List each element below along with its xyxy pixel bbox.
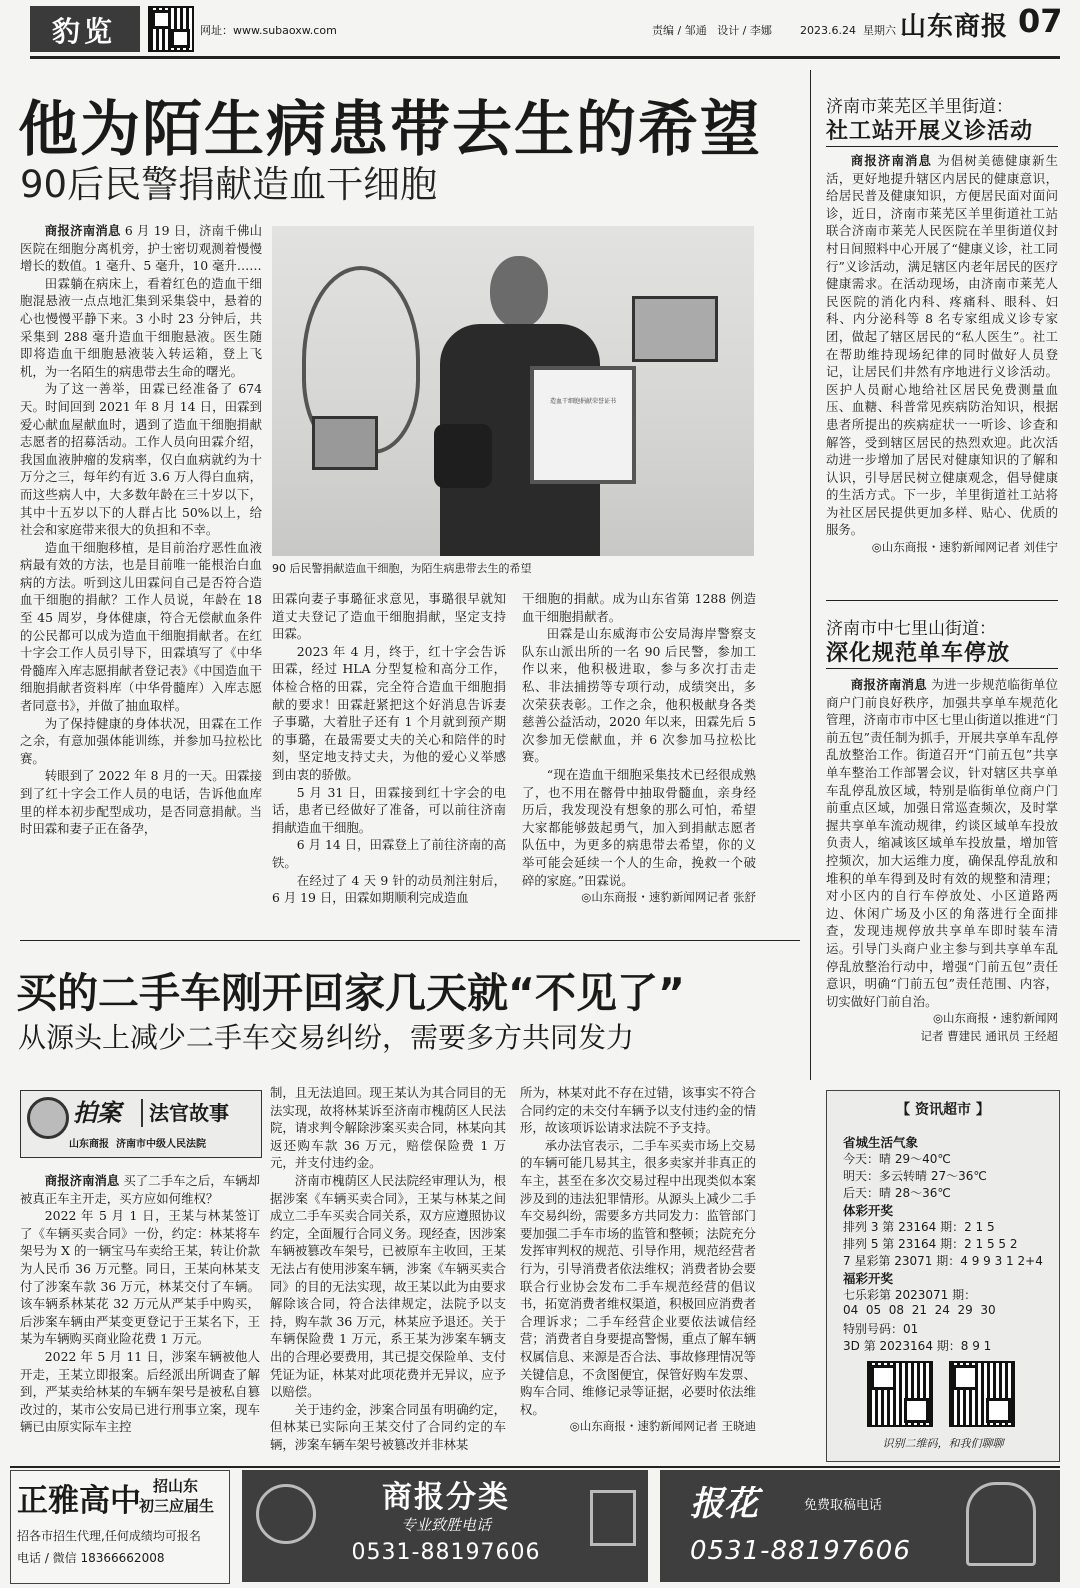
ads-top-rule xyxy=(10,1466,1060,1468)
school-line-1: 招各市招生代理,任何成绩均可报名 xyxy=(17,1529,201,1543)
info-qr-code-1[interactable] xyxy=(867,1361,933,1427)
story1-subhead: 90后民警捐献造血干细胞 xyxy=(20,163,438,206)
side1-body: 商报济南消息 为倡树美德健康新生活，更好地提升辖区内居民的健康意识，给居民普及健康知识，方便居民面对面问诊，近日，济南市莱芜区羊里街道社工站联合济南市莱芜人民医院在羊里街道仪封村日间照料中心开展了“健康义诊，社工同行”义诊活动，满足辖区内老年居民的医疗健康需求。在活动现场，由济南市莱芜人民医院的消化内科、疼痛科、眼科、妇科、内分泌科等 8 名专家组成义诊专家团，做起了辖区居民的“私人医生”。社工在帮助维持现场纪律的同时做好人员登记，让居民们井然有序地进行义诊活动。医护人员耐心地给社区居民免费测量血压、血糖、科普常见疾病防治知识，根据患者所提出的疾病症状一一听诊、诊查和解答，受到辖区居民的热烈欢迎。此次活动进一步增加了居民对健康知识的了解和认识，引导居民树立健康观念，倡导健康的生活方式。下一步，羊里街道社工站将为社区居民提供更加多样、贴心、优质的服务。 ◎山东商报・速豹新闻网记者 刘佳宁 xyxy=(826,152,1058,558)
story2-column-1: 商报济南消息 买了二手车之后，车辆却被真正车主开走，买方应如何维权？ 2022 年 5 月 1 日，王某与林某签订了《车辆买卖合同》一份，约定：林某将车架号为 X 的一辆宝马车卖给王某，转让价款为人民币 36 万元整。同日，王某向林某支付了涉案车款 36 万元，林某交付了车辆。该车辆系林某花 32 万元从严某手中购买，后涉案车辆由严某变更登记于王某名下，王某为车辆购买商业险花费 1 万元。 2022 年 5 月 11 日，涉案车辆被他人开走，王某立即报案。后经派出所调查了解到，严某卖给林某的车辆车架号是被私自篡改过的，某市公安局已进行刑事立案，现车辆已由原实际车主控 xyxy=(20,1173,260,1435)
school-tag-1: 招山东 xyxy=(153,1477,199,1495)
side2-signature: ◎山东商报・速豹新闻网 记者 曹建民 通讯员 王经超 xyxy=(920,1011,1058,1043)
header-qr-code[interactable] xyxy=(148,6,194,52)
side2-kicker: 济南市中七里山街道： xyxy=(826,619,996,639)
story1-signature: ◎山东商报・速豹新闻网记者 张舒 xyxy=(581,890,756,905)
tips-ad[interactable] xyxy=(660,1470,1060,1582)
sports-lottery-3: 7 星彩第 23071 期：4 9 9 3 1 2+4 xyxy=(843,1254,1043,1268)
story1-column-1: 商报济南消息 6 月 19 日，济南千佛山医院在细胞分离机旁，护士密切观测着慢慢增长的数值。1 毫升、5 毫升，10 毫升…… 田霖躺在病床上，看着红色的造血干细胞混悬液一点点地汇集到采集袋中，悬着的心也慢慢平静下来。3 小时 23 分钟后，共采集到 288 毫升造血干细胞悬液。医生随即将造血干细胞悬液装入转运箱，登上飞机，为一名陌生的病患带去生命的曙光。 为了这一善举，田霖已经准备了 674 天。时间回到 2021 年 8 月 14 日，田霖到爱心献血屋献血时，遇到了造血干细胞捐献志愿者的招募活动。工作人员向田霖介绍，我国血液肿瘤的发病率，仅白血病就约为十万分之三，每年约有近 3.6 万人得白血病，而这些病人中，大多数年龄在三十岁以下，其中十五岁以下的人群占比 50%以上，给社会和家庭带来很大的负担和不幸。 造血干细胞移植，是目前治疗恶性血液病最有效的方法，也是目前唯一能根治白血病的方法。听到这儿田霖问自己是否符合造血干细胞的捐献？工作人员说，年龄在 18 至 45 周岁，身体健康，符合无偿献血条件的公民都可以成为造血干细胞捐献者。在红十字会工作人员引导下，田霖填写了《中华骨髓库入库志愿捐献者登记表》《中国造血干细胞捐献者资料库（中华骨髓库）入库志愿者同意书》，并做了抽血取样。 为了保持健康的身体状况，田霖在工作之余，有意加强体能训练，并参加马拉松比赛。 转眼到了 2022 年 8 月的一天。田霖接到了红十字会工作人员的电话，告诉他血库里的样本初步配型成功，是否同意捐献。当时田霖和妻子正在备孕， xyxy=(20,223,262,837)
side1-kicker: 济南市莱芜区羊里街道： xyxy=(826,97,1013,117)
classified-phone[interactable]: 0531-88197606 xyxy=(351,1540,541,1565)
column-divider xyxy=(810,70,811,1080)
weather-today: 今天：晴 29～40℃ xyxy=(843,1152,951,1166)
weather-after: 后天：晴 28～36℃ xyxy=(843,1186,951,1200)
stamp-icon xyxy=(256,1484,316,1544)
welfare-lottery-title: 福彩开奖 xyxy=(843,1271,894,1286)
sports-lottery-2: 排列 5 第 23164 期：2 1 5 5 2 xyxy=(843,1237,1018,1251)
classified-ad[interactable] xyxy=(242,1470,648,1582)
paper-name: 山东商报 xyxy=(900,12,1009,42)
story2-column-3: 所为，林某对此不存在过错，该事实不符合合同约定的未交付车辆予以支付违约金的情形，故该项诉讼请求法院不予支持。 承办法官表示，二手车买卖市场上交易的车辆可能几易其主，很多卖家并非真正的车主，甚至在多次交易过程中出现类似本案涉及到的违法犯罪情形。从源头上减少二手车交易纠纷，需要多方共同发力：监管部门要加强二手车市场的监管和整顿；法院充分发挥审判权的规范、引导作用，规范经营者行为，引导消费者依法维权；消费者协会要联合行业协会发布二手车规范经营的倡议书，拓宽消费者维权渠道，积极回应消费者合理诉求；二手车经营企业要依法诚信经营；消费者自身要提高警惕，重点了解车辆权属信息、来源是否合法、事故修理情况等关键信息，不贪图便宜，保管好购车发票、购车合同、维修记录等证据，必要时依法维权。 ◎山东商报・速豹新闻网记者 王晓迪 xyxy=(520,1084,756,1462)
school-name: 正雅高中 xyxy=(17,1483,141,1519)
welfare-lottery-2: 04 05 08 21 24 29 30 xyxy=(843,1303,996,1317)
story1-headline: 他为陌生病患带去生的希望 xyxy=(18,95,762,165)
story2-subhead: 从源头上减少二手车交易纠纷，需要多方共同发力 xyxy=(18,1021,635,1054)
weather-title: 省城生活气象 xyxy=(843,1135,919,1150)
info-qr-code-2[interactable] xyxy=(949,1361,1015,1427)
sports-lottery-title: 体彩开奖 xyxy=(843,1203,894,1218)
tips-title: 报花 xyxy=(690,1484,758,1524)
side1-signature: ◎山东商报・速豹新闻网记者 刘佳宁 xyxy=(871,540,1058,555)
certificate-text: 造血干细胞捐献荣誉证书 xyxy=(549,398,616,405)
section-title: 豹览 xyxy=(52,15,117,48)
school-ad[interactable] xyxy=(10,1470,230,1584)
wall-frame xyxy=(632,296,718,362)
info-box xyxy=(826,1090,1060,1462)
person-head xyxy=(490,256,548,328)
photo-caption: 90 后民警捐献造血干细胞，为陌生病患带去生的希望 xyxy=(272,562,532,575)
story1-photo xyxy=(272,226,754,556)
school-tag-2: 初三应届生 xyxy=(139,1497,215,1515)
page-number: 07 xyxy=(1018,2,1063,40)
editors: 责编 / 邹通 设计 / 李娜 xyxy=(652,24,772,37)
story1-column-2: 田霖向妻子事璐征求意见，事璐很早就知道丈夫登记了造血干细胞捐献，坚定支持田霖。 2023 年 4 月，终于，红十字会告诉田霖，经过 HLA 分型复检和高分工作，体检合格的田霖，完全符合造血干细胞捐献的要求！田霖赶紧把这个好消息告诉妻子事璐，大着肚子还有 1 个月就到预产期的事璐，在最需要丈夫的关心和陪伴的时刻，坚定地支持丈夫，为他的爱心义举感到由衷的骄傲。 5 月 31 日，田霖接到红十字会的电话，患者已经做好了准备，可以前往济南捐献造血干细胞。 6 月 14 日，田霖登上了前往济南的高铁。 在经过了 4 天 9 针的动员剂注射后，6 月 19 日，田霖如期顺利完成造血 xyxy=(272,591,506,906)
welfare-lottery-1: 七乐彩第 2023071 期： xyxy=(843,1288,977,1302)
weather-tomorrow: 明天：多云转晴 27～36℃ xyxy=(843,1169,987,1183)
column-logo-main: 拍案 xyxy=(73,1098,121,1127)
story2-signature: ◎山东商报・速豹新闻网记者 王晓迪 xyxy=(569,1419,756,1434)
column-logo-sub: 法官故事 xyxy=(149,1101,229,1125)
welfare-lottery-4: 3D 第 2023164 期：8 9 1 xyxy=(843,1339,992,1353)
header-rule xyxy=(30,56,1060,59)
blood-bag xyxy=(434,424,492,488)
story2-headline: 买的二手车刚开回家几天就“不见了” xyxy=(16,969,685,1017)
side1-rule xyxy=(826,146,1058,147)
story2-top-rule xyxy=(20,940,800,941)
sports-lottery-1: 排列 3 第 23164 期：2 1 5 xyxy=(843,1220,995,1234)
side1-headline: 社工站开展义诊活动 xyxy=(826,119,1034,144)
classified-title: 商报分类 xyxy=(382,1480,510,1515)
tips-sub: 免费取稿电话 xyxy=(804,1498,883,1513)
school-line-2: 电话 / 微信 18366662008 xyxy=(17,1551,165,1565)
info-title: 【 资讯超市 】 xyxy=(896,1102,990,1118)
certificate xyxy=(530,366,636,484)
story1-column-3: 干细胞的捐献。成为山东省第 1288 例造血干细胞捐献者。 田霖是山东威海市公安局海岸警察支队东山派出所的一名 90 后民警，参加工作以来，他积极进取，参与多次打击走私、非法捕捞等专项行动，成绩突出，多次荣获表彰。工作之余，他积极献身各类慈善公益活动，2020 年以来，田霖先后 5 次参加无偿献血，并 6 次参加马拉松比赛。 “现在造血干细胞采集技术已经很成熟了，也不用在髂骨中抽取骨髓血，亲身经历后，我发现没有想象的那么可怕，希望大家都能够鼓起勇气，加入到捐献志愿者队伍中，为更多的病患带去希望，你的义举可能会延续一个人的生命，挽救一个破碎的家庭。”田霖说。 ◎山东商报・速豹新闻网记者 张舒 xyxy=(522,590,756,918)
side-separator xyxy=(826,600,1058,601)
side2-headline: 深化规范单车停放 xyxy=(826,641,1011,666)
newspaper-icon xyxy=(590,1490,636,1546)
reader-icon xyxy=(966,1482,1036,1566)
story2-column-2: 制，且无法追回。现王某认为其合同目的无法实现，故将林某诉至济南市槐荫区人民法院，请求判令解除涉案买卖合同，林某向其返还购车款 36 万元，赔偿保险费 1 万元，并支付违约金。 济南市槐荫区人民法院经审理认为，根据涉案《车辆买卖合同》，王某与林某之间成立二手车买卖合同关系，双方应遵照协议约定，全面履行合同义务。现经查，因涉案车辆被篡改车架号，已被原车主收回，王某无法占有使用涉案车辆，涉案《车辆买卖合同》的目的无法实现，故王某以此为由要求解除该合同，符合法律规定，法院予以支持，购车款 36 万元，林某应予退还。关于车辆保险费 1 万元，系王某为涉案车辆支出的合理必要费用，其已提交保险单、支付凭证为证，林某对此项花费并无异议，应予以赔偿。 关于违约金，涉案合同虽有明确约定，但林某已实际向王某交付了合同约定的车辆，涉案车辆车架号被篡改并非林某 xyxy=(270,1085,506,1452)
column-logo xyxy=(20,1090,262,1158)
tips-phone[interactable]: 0531-88197606 xyxy=(690,1536,911,1566)
wall-frame xyxy=(312,416,378,470)
classified-sub: 专业致胜电话 xyxy=(400,1516,491,1534)
column-logo-divider xyxy=(141,1099,143,1127)
welfare-lottery-3: 特别号码：01 xyxy=(843,1322,919,1336)
qr-caption: 识别二维码，和我们聊聊 xyxy=(882,1437,1004,1450)
website-url[interactable]: 网址：www.subaoxw.com xyxy=(200,24,337,37)
side2-body: 商报济南消息 为进一步规范临街单位商户门前良好秩序，加强共享单车规范化管理，济南市市中区七里山街道以推进“门前五包”责任制为抓手，开展共享单车乱停乱放整治工作。街道召开“门前五包”共享单车整治工作部署会议，针对辖区共享单车乱停乱放区域，特别是临街单位商户门前重点区域，加强日常巡查频次，及时掌握共享单车流动规律，约谈区域单车投放负责人，缩减该区域单车投放量，增加管控频次，加大运维力度，确保乱停乱放和堆积的单车得到及时有效的规整和清理；对小区内的自行车停放处、小区道路两边、休闲广场及小区的角落进行全面排查，发现违规停放共享单车即时装车清运。引导门头商户业主参与到共享单车乱停乱放整治行动中，增强“门前五包”责任意识，明确“门前五包”责任范围、内容，切实做好门前自治。 ◎山东商报・速豹新闻网 记者 曹建民 通讯员 王经超 xyxy=(826,676,1058,1070)
court-emblem-icon xyxy=(27,1097,69,1139)
issue-date: 2023.6.24 星期六 xyxy=(800,24,896,37)
column-logo-org: 山东商报 济南市中级人民法院 xyxy=(69,1139,206,1150)
side2-rule xyxy=(826,668,1058,669)
